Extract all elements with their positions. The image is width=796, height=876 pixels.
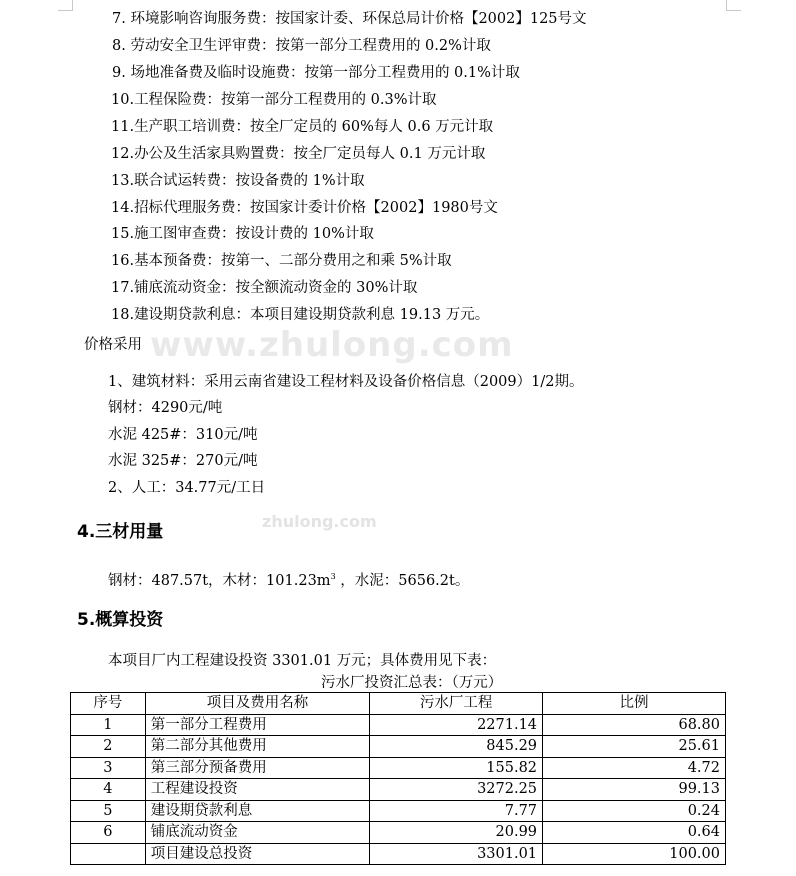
- table-row: [71, 779, 726, 801]
- list-item: [112, 35, 491, 57]
- list-item: [111, 250, 452, 272]
- cell-ratio: 100.00: [543, 843, 726, 865]
- item-number: 13.: [111, 173, 135, 189]
- item-number: 17.: [111, 280, 135, 296]
- item-number: 8.: [112, 38, 126, 54]
- cell-name: 第一部分工程费用: [145, 714, 369, 736]
- item-text: 工程保险费：按第一部分工程费用的 0.3%计取: [134, 92, 437, 108]
- item-number: 12.: [111, 146, 135, 162]
- cell-no: [71, 843, 146, 865]
- price-section-title: 价格采用: [84, 337, 142, 353]
- cell-name: 建设期贷款利息: [145, 800, 369, 822]
- cell-ratio: 68.80: [543, 714, 726, 736]
- item-text: 场地准备费及临时设施费：按第一部分工程费用的 0.1%计取: [130, 65, 520, 81]
- table-header-row: [71, 693, 726, 715]
- column-header-name: 项目及费用名称: [145, 693, 369, 715]
- investment-summary-table: [70, 692, 726, 865]
- cell-no: 1: [71, 714, 146, 736]
- item-number: 15.: [111, 226, 135, 242]
- item-text: 联合试运转费：按设备费的 1%计取: [134, 173, 365, 189]
- section-heading-materials: 4.三材用量: [77, 522, 164, 542]
- item-text: 铺底流动资金：按全额流动资金的 30%计取: [134, 280, 418, 296]
- cell-no: 4: [71, 779, 146, 801]
- column-header-no: 序号: [71, 693, 146, 715]
- cell-name: 铺底流动资金: [145, 822, 369, 844]
- item-text: 基本预备费：按第一、二部分费用之和乘 5%计取: [134, 253, 452, 269]
- table-caption: 污水厂投资汇总表：（万元）: [321, 675, 503, 691]
- list-item: [111, 304, 489, 326]
- cell-amount: 7.77: [370, 800, 543, 822]
- table-row: [71, 757, 726, 779]
- materials-usage-tail: ，水泥：5656.2t。: [335, 572, 470, 589]
- investment-intro: 本项目厂内工程建设投资 3301.01 万元；具体费用见下表：: [108, 653, 497, 669]
- item-number: 9.: [112, 65, 126, 81]
- item-text: 环境影响咨询服务费：按国家计委、环保总局计价格【2002】125号文: [130, 11, 587, 27]
- item-text: 劳动安全卫生评审费：按第一部分工程费用的 0.2%计取: [130, 38, 491, 54]
- cell-name: 第二部分其他费用: [145, 736, 369, 758]
- price-cement-425: 水泥 425#：310元/吨: [108, 427, 258, 443]
- list-item: [112, 8, 587, 30]
- cell-name: 工程建设投资: [145, 779, 369, 801]
- price-materials: 1、建筑材料：采用云南省建设工程材料及设备价格信息（2009）1/2期。: [108, 374, 584, 390]
- item-number: 18.: [111, 307, 135, 323]
- list-item: [111, 223, 374, 245]
- list-item: [111, 170, 365, 192]
- item-text: 施工图审查费：按设计费的 10%计取: [134, 226, 374, 242]
- cell-ratio: 4.72: [543, 757, 726, 779]
- table-row: [71, 714, 726, 736]
- table-row: [71, 822, 726, 844]
- cell-amount: 20.99: [370, 822, 543, 844]
- page-corner-mark-right: [726, 0, 741, 11]
- cell-no: 3: [71, 757, 146, 779]
- cell-no: 2: [71, 736, 146, 758]
- watermark: www.zhulong.com: [150, 325, 514, 365]
- price-steel: 钢材：4290元/吨: [108, 400, 223, 416]
- price-cement-325: 水泥 325#：270元/吨: [108, 453, 258, 469]
- column-header-ratio: 比例: [543, 693, 726, 715]
- item-text: 办公及生活家具购置费：按全厂定员每人 0.1 万元计取: [134, 146, 486, 162]
- price-labor: 2、人工：34.77元/工日: [108, 480, 266, 496]
- item-number: 7.: [112, 11, 126, 27]
- item-text: 建设期贷款利息：本项目建设期贷款利息 19.13 万元。: [134, 307, 490, 323]
- materials-usage-text: [108, 566, 469, 588]
- cell-amount: 2271.14: [370, 714, 543, 736]
- item-number: 11.: [111, 119, 135, 135]
- table-row: [71, 736, 726, 758]
- cell-no: 6: [71, 822, 146, 844]
- list-item: [111, 197, 498, 219]
- cell-amount: 3301.01: [370, 843, 543, 865]
- cell-name: 项目建设总投资: [145, 843, 369, 865]
- watermark-small: zhulong.com: [262, 512, 377, 531]
- item-number: 14.: [111, 200, 135, 216]
- list-item: [111, 277, 417, 299]
- cell-ratio: 99.13: [543, 779, 726, 801]
- materials-usage-main: 钢材：487.57t，木材：101.23m: [108, 572, 331, 589]
- section-heading-investment: 5.概算投资: [77, 610, 164, 630]
- cell-amount: 3272.25: [370, 779, 543, 801]
- item-text: 招标代理服务费：按国家计委计价格【2002】1980号文: [134, 200, 498, 216]
- list-item: [111, 116, 493, 138]
- cell-no: 5: [71, 800, 146, 822]
- cell-name: 第三部分预备费用: [145, 757, 369, 779]
- table-row-total: [71, 843, 726, 865]
- page-corner-mark-left: [58, 0, 73, 11]
- table-row: [71, 800, 726, 822]
- cell-amount: 155.82: [370, 757, 543, 779]
- cell-amount: 845.29: [370, 736, 543, 758]
- item-number: 10.: [111, 92, 135, 108]
- cell-ratio: 0.64: [543, 822, 726, 844]
- list-item: [112, 62, 520, 84]
- list-item: [111, 143, 485, 165]
- cell-ratio: 0.24: [543, 800, 726, 822]
- item-number: 16.: [111, 253, 135, 269]
- list-item: [111, 89, 437, 111]
- column-header-amount: 污水厂工程: [370, 693, 543, 715]
- item-text: 生产职工培训费：按全厂定员的 60%每人 0.6 万元计取: [134, 119, 494, 135]
- cubic-superscript: 3: [330, 572, 336, 581]
- cell-ratio: 25.61: [543, 736, 726, 758]
